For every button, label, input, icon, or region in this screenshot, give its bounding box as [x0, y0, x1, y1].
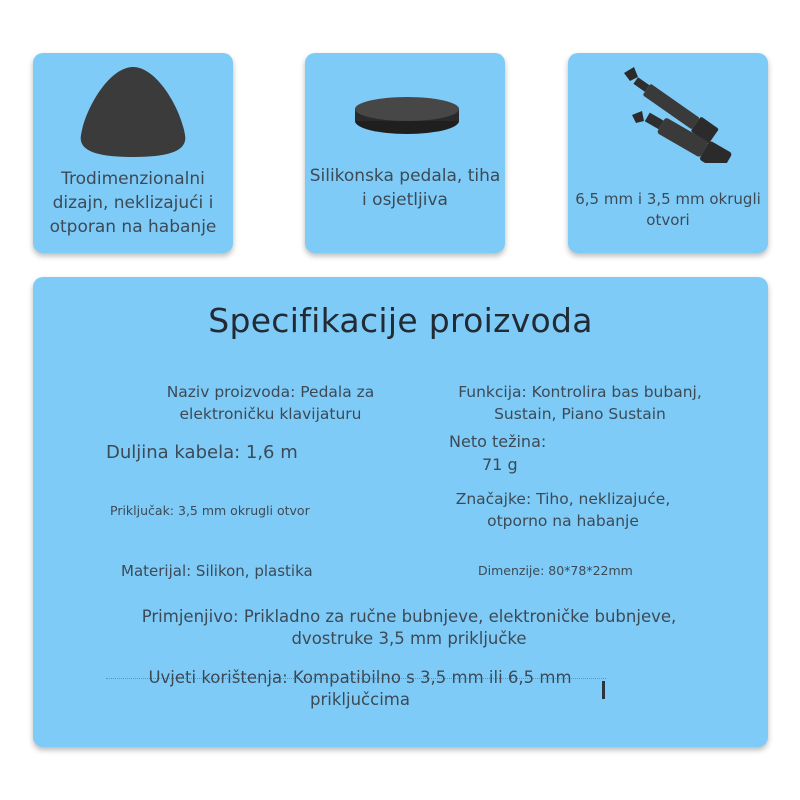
- round-pedal-pad-icon: [305, 53, 505, 163]
- feature-card-silicone: [305, 53, 505, 253]
- spec-usage: Uvjeti korištenja: Kompatibilno s 3,5 mm ili 6,5 mm priključcima: [148, 668, 572, 709]
- spec-applicable: Primjenjivo: Prikladno za ručne bubnjeve, elektroničke bubnjeve, dvostruke 3,5 mm priključke: [141, 607, 677, 648]
- spec-dimensions: Dimenzije: 80*78*22mm: [478, 563, 633, 578]
- feature-text-silicone: Silikonska pedala, tiha i osjetljiva: [309, 166, 501, 210]
- spec-cable-length: Duljina kabela: 1,6 m: [106, 442, 298, 463]
- spec-features: Značajke: Tiho, neklizajuće, otporno na habanje: [455, 490, 671, 530]
- spec-product-name: Naziv proizvoda: Pedala za elektroničku klavijaturu: [166, 383, 375, 423]
- feature-text-jacks: 6,5 mm i 3,5 mm okrugli otvori: [575, 190, 761, 229]
- spec-material: Materijal: Silikon, plastika: [121, 562, 313, 580]
- spec-connector: Priključak: 3,5 mm okrugli otvor: [110, 503, 310, 518]
- spec-function: Funkcija: Kontrolira bas bubanj, Sustain, Piano Sustain: [458, 383, 702, 423]
- redaction-bracket: [602, 681, 605, 699]
- guitar-pick-pad-icon: [33, 53, 233, 163]
- spec-net-weight-label: Neto težina:: [449, 432, 547, 451]
- feature-card-jacks: [568, 53, 768, 253]
- feature-text-design: Trodimenzionalni dizajn, neklizajući i otporan na habanje: [49, 169, 217, 237]
- jack-plug-icon: [568, 53, 768, 163]
- feature-card-design: [33, 53, 233, 253]
- spec-title: Specifikacije proizvoda: [208, 301, 593, 340]
- spec-net-weight-value: 71 g: [482, 455, 518, 474]
